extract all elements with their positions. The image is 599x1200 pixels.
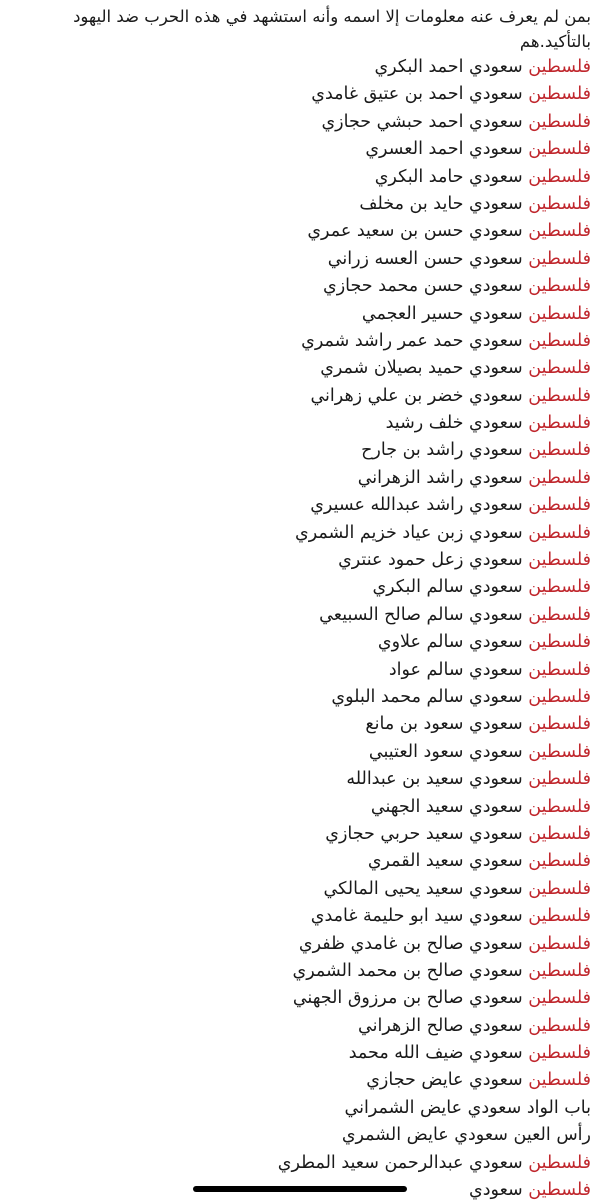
entry-person-name: سعودي سعيد الجهني [370, 796, 523, 817]
entry-place: فلسطين [528, 1015, 591, 1036]
entry-person-name: سعودي سالم البكري [372, 577, 523, 598]
entry-person-name: سعودي زبن عياد خزيم الشمري [295, 522, 523, 543]
list-item [20, 931, 591, 958]
list-item [20, 383, 591, 410]
entry-place: فلسطين [528, 248, 591, 269]
entry-place: فلسطين [528, 413, 591, 434]
intro-paragraph: بمن لم يعرف عنه معلومات إلا اسمه وأنه استشهد في هذه الحرب ضد اليهود بالتأكيد.هم [73, 7, 591, 51]
entry-person-name: سعودي سعيد يحيى المالكي [323, 878, 523, 899]
list-item [20, 355, 591, 382]
list-item [20, 328, 591, 355]
entry-person-name: سعودي [469, 1180, 523, 1200]
home-indicator-bar[interactable] [193, 1186, 407, 1192]
entry-person-name: سعودي زعل حمود عنتري [338, 550, 523, 571]
entry-person-name: سعودي حسن العسه زراني [327, 248, 523, 269]
entry-place: فلسطين [528, 166, 591, 187]
entry-place: فلسطين [528, 1043, 591, 1064]
entry-person-name: سعودي حايد بن مخلف [359, 193, 523, 214]
list-item [20, 246, 591, 273]
entry-person-name: سعودي صالح بن محمد الشمري [292, 960, 523, 981]
entry-place: فلسطين [528, 358, 591, 379]
list-item [20, 794, 591, 821]
entry-place: فلسطين [528, 769, 591, 790]
entry-place: فلسطين [528, 604, 591, 625]
entry-place: فلسطين [528, 714, 591, 735]
entry-person-name: سعودي راشد بن جارح [361, 440, 523, 461]
entry-place: فلسطين [528, 851, 591, 872]
entry-person-name: سعودي سالم صالح السبيعي [319, 604, 523, 625]
list-item [20, 191, 591, 218]
list-item [20, 848, 591, 875]
entry-place: فلسطين [528, 823, 591, 844]
list-item [20, 739, 591, 766]
entry-place: فلسطين [528, 193, 591, 214]
list-item [20, 1095, 591, 1122]
entry-place: رأس العين [513, 1125, 591, 1146]
list-item [20, 273, 591, 300]
list-item [20, 520, 591, 547]
list-item [20, 876, 591, 903]
entry-person-name: سعودي صالح الزهراني [358, 1015, 523, 1036]
entry-place: فلسطين [528, 522, 591, 543]
list-item [20, 903, 591, 930]
entry-person-name: سعودي احمد حبشي حجازي [321, 111, 523, 132]
list-item [20, 164, 591, 191]
list-item [20, 574, 591, 601]
entry-person-name: سعودي سعيد القمري [367, 851, 523, 872]
entry-person-name: سعودي سعود العتيبي [368, 741, 523, 762]
martyrs-list [0, 54, 599, 1200]
list-item [20, 684, 591, 711]
entry-place: فلسطين [528, 330, 591, 351]
list-item [20, 711, 591, 738]
entry-place: فلسطين [528, 933, 591, 954]
entry-person-name: سعودي صالح بن مرزوق الجهني [292, 988, 523, 1009]
entry-person-name: سعودي حسير العجمي [361, 303, 523, 324]
entry-person-name: سعودي احمد العسري [365, 139, 523, 160]
entry-person-name: سعودي ضيف الله محمد [348, 1043, 523, 1064]
entry-place: فلسطين [528, 57, 591, 77]
list-item [20, 54, 591, 81]
entry-person-name: سعودي حميد بصيلان شمري [320, 358, 523, 379]
list-item [20, 301, 591, 328]
entry-place: فلسطين [528, 577, 591, 598]
entry-place: فلسطين [528, 741, 591, 762]
list-item [20, 629, 591, 656]
list-item [20, 766, 591, 793]
entry-person-name: سعودي احمد بن عتيق غامدي [311, 84, 523, 105]
entry-place: فلسطين [528, 632, 591, 653]
entry-place: فلسطين [528, 385, 591, 406]
entry-person-name: سعودي حسن محمد حجازي [323, 276, 523, 297]
list-item [20, 657, 591, 684]
entry-place: فلسطين [528, 111, 591, 132]
list-item [20, 985, 591, 1012]
list-item [20, 1150, 591, 1177]
entry-place: فلسطين [528, 659, 591, 680]
entry-place: فلسطين [528, 84, 591, 105]
list-item [20, 547, 591, 574]
entry-place: فلسطين [528, 960, 591, 981]
entry-person-name: سعودي خضر بن علي زهراني [310, 385, 523, 406]
list-item [20, 958, 591, 985]
entry-place: فلسطين [528, 495, 591, 516]
list-item [20, 109, 591, 136]
list-item [20, 1040, 591, 1067]
list-item [20, 218, 591, 245]
entry-person-name: سعودي صالح بن غامدي ظفري [298, 933, 523, 954]
entry-place: فلسطين [528, 686, 591, 707]
entry-place: فلسطين [528, 276, 591, 297]
entry-person-name: سعودي عايض الشمري [341, 1125, 508, 1146]
list-item [20, 1067, 591, 1094]
entry-place: فلسطين [528, 1180, 591, 1200]
entry-place: فلسطين [528, 467, 591, 488]
entry-place: فلسطين [528, 878, 591, 899]
list-item [20, 602, 591, 629]
list-item [20, 465, 591, 492]
list-item [20, 492, 591, 519]
entry-place: فلسطين [528, 988, 591, 1009]
list-item [20, 1013, 591, 1040]
entry-place: فلسطين [528, 1070, 591, 1091]
entry-person-name: سعودي سالم عواد [388, 659, 523, 680]
entry-place: فلسطين [528, 303, 591, 324]
entry-person-name: سعودي سيد ابو حليمة غامدي [310, 906, 523, 927]
entry-person-name: سعودي عبدالرحمن سعيد المطري [277, 1152, 523, 1173]
entry-place: فلسطين [528, 440, 591, 461]
entry-place: فلسطين [528, 906, 591, 927]
entry-person-name: سعودي خلف رشيد [385, 413, 523, 434]
entry-person-name: سعودي احمد البكري [374, 57, 523, 77]
list-item [20, 136, 591, 163]
entry-place: باب الواد [526, 1097, 591, 1118]
entry-person-name: سعودي حامد البكري [374, 166, 523, 187]
entry-person-name: سعودي سالم محمد البلوي [331, 686, 523, 707]
entry-place: فلسطين [528, 550, 591, 571]
list-item [20, 410, 591, 437]
entry-person-name: سعودي عايض الشمراني [344, 1097, 522, 1118]
entry-person-name: سعودي سالم علاوي [377, 632, 523, 653]
entry-person-name: سعودي حمد عمر راشد شمري [301, 330, 523, 351]
entry-place: فلسطين [528, 139, 591, 160]
entry-person-name: سعودي سعيد حربي حجازي [325, 823, 523, 844]
entry-person-name: سعودي راشد عبدالله عسيري [310, 495, 523, 516]
entry-place: فلسطين [528, 796, 591, 817]
list-item [20, 81, 591, 108]
list-item [20, 1122, 591, 1149]
list-item [20, 437, 591, 464]
list-item [20, 821, 591, 848]
entry-person-name: سعودي راشد الزهراني [357, 467, 523, 488]
entry-person-name: سعودي حسن بن سعيد عمري [307, 221, 523, 242]
entry-place: فلسطين [528, 221, 591, 242]
entry-person-name: سعودي عايض حجازي [366, 1070, 523, 1091]
entry-person-name: سعودي سعيد بن عبدالله [346, 769, 523, 790]
entry-place: فلسطين [528, 1152, 591, 1173]
entry-person-name: سعودي سعود بن مانع [365, 714, 523, 735]
